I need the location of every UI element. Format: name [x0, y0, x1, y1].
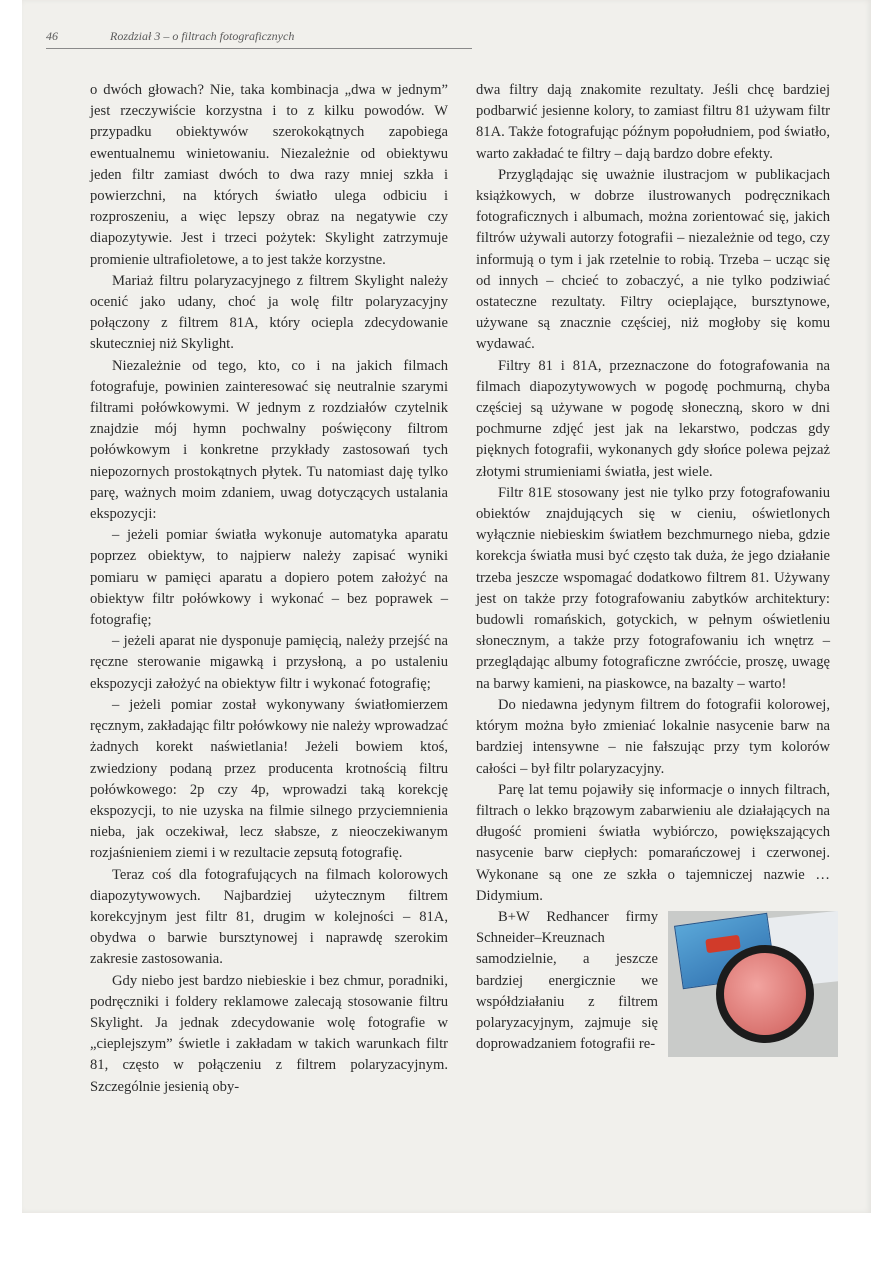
list-item: – jeżeli pomiar światła wykonuje automatyka aparatu poprzez obiektyw, to najpierw należy zapisać wyniki pomiaru w pamięci aparatu a dopiero potem założyć na obiektyw filtr połówkowy i wykonać – bez poprawek – fotografię;	[90, 527, 448, 629]
paragraph: o dwóch głowach? Nie, taka kombinacja „dwa w jednym” jest rzeczywiście korzystna i to z kilku powodów. W przypadku obiektywów szerokokątnych zapobiega ewentualnemu winietowaniu. Niezależnie od obiektywu jeden filtr zamiast dwóch to dwa razy mniej szkła i powierzchni, na których światło ulega odbiciu i rozproszeniu, a więc lepszy obraz na negatywie czy diapozytywie. Jest i trzeci pożytek: Skylight zatrzymuje promienie ultrafioletowe, a to jest także korzystne.	[90, 82, 448, 268]
paragraph: Gdy niebo jest bardzo niebieskie i bez chmur, poradniki, podręczniki i foldery reklamowe zalecają stosowanie filtru Skylight. Ja jednak zdecydowanie wolę fotografie w „cieplejszym” świetle i zakładam w takich warunkach filtr 81, często w połączeniu z filtrem polaryzacyjnym. Szczególnie jesienią oby-	[90, 972, 448, 1095]
paragraph: Mariaż filtru polaryzacyjnego z filtrem Skylight należy ocenić jako udany, choć ja wolę filtr polaryzacyjny połączony z filtrem 81A, który ociepla zdecydowanie skuteczniej niż Skylight.	[90, 272, 448, 353]
photo-wrap-block	[476, 907, 830, 1055]
paragraph: Przyglądając się uważnie ilustracjom w publikacjach książkowych, w dobrze ilustrowanych podręcznikach fotograficznych i albumach, można zorientować się, jakich filtrów używali autorzy fotografii – niezależnie od tego, czy informują o tym i jak rzetelnie to robią. Trzeba – ucząc się od innych – chcieć to zobaczyć, a nie tylko podziwiać ostateczne rezultaty. Filtry ocieplające, bursztynowe, używane są znacznie częściej, niż mogłoby się komu wydawać.	[476, 166, 830, 353]
page-number: 46	[46, 29, 58, 43]
polarizer-filter-photo	[668, 911, 838, 1057]
running-header	[46, 26, 472, 49]
paragraph: Parę lat temu pojawiły się informacje o innych filtrach, filtrach o lekko brązowym zabarwieniu ale działających na długość promieni światła wybiórczo, powiększających nasycenie barw ciepłych: pomarańczowej i czerwonej. Wykonane są one ze szkła o tajemniczej nazwie …Didymium.	[476, 781, 830, 904]
right-column	[476, 80, 830, 1057]
book-page	[22, 0, 871, 1213]
filter-glass	[724, 953, 806, 1035]
paragraph: Teraz coś dla fotografujących na filmach kolorowych diapozytywowych. Najbardziej użytecznym filtrem korekcyjnym jest filtr 81, drugim w kolejności – 81A, obydwa o barwie bursztynowej i naprawdę szerokim zakresie zastosowania.	[90, 866, 448, 968]
paragraph: Filtr 81E stosowany jest nie tylko przy fotografowaniu obiektów znajdujących się w cieniu, oświetlonych wyłącznie niebieskim światłem bezchmurnego nieba, gdzie korekcja światła musi być często tak duża, że jego działanie trzeba jeszcze wspomagać dodatkowo filtrem 81. Używany jest on także przy fotografowaniu zabytków architektury: budowli romańskich, gotyckich, w pełnym oświetleniu słonecznym, a także przy fotografowaniu ich wnętrz – przeglądając albumy fotograficzne zwróćcie, proszę, uwagę na barwy kamieni, na piaskowce, na bazalty – warto!	[476, 484, 830, 692]
chapter-title: Rozdział 3 – o filtrach fotograficznych	[110, 29, 295, 43]
list-item: – jeżeli pomiar został wykonywany światłomierzem ręcznym, zakładając filtr połówkowy nie należy wprowadzać żadnych korekt naświetlania! Jeżeli bowiem ktoś, zwiedziony podaną przez producenta krotnością filtru połówkowego: 2p czy 4p, wprowadzi taką korekcję ekspozycji, to nie uzyska na filmie silnego przyciemnienia nieba, jak oczekiwał, lecz słabsze, z nieoczekiwanym rozjaśnieniem ziemi i w rezultacie zepsutą fotografię.	[90, 696, 448, 862]
list-item: – jeżeli aparat nie dysponuje pamięcią, należy przejść na ręczne sterowanie migawką i przysłoną, a po ustaleniu ekspozycji założyć na obiektyw filtr i wykonać fotografię;	[90, 633, 448, 692]
paragraph: Filtry 81 i 81A, przeznaczone do fotografowania na filmach diapozytywowych w pogodę pochmurną, chyba częściej są używane w pogodę słoneczną, skoro w dni pochmurne zdjęć jest jak na lekarstwo, podczas gdy pięknych fotografii, wykonanych gdy słońce polewa pejzaż złotymi strumieniami światła, jest wiele.	[476, 357, 830, 480]
paragraph: dwa filtry dają znakomite rezultaty. Jeśli chcę bardziej podbarwić jesienne kolory, to zamiast filtru 81 używam filtr 81A. Także fotografując późnym popołudniem, pod światło, warto zakładać te filtry – dają bardzo dobre efekty.	[476, 82, 830, 162]
paragraph: Do niedawna jedynym filtrem do fotografii kolorowej, którym można było zmieniać lokalnie nasycenie barw na bardziej intensywne – nie fałszując przy tym kolorów całości – był filtr polaryzacyjny.	[476, 696, 830, 777]
paragraph: B+W Redhancer firmy Schneider–Kreuznach samodzielnie, a jeszcze bardziej energicznie we współdziałaniu z filtrem polaryzacyjnym, zajmuje się doprowadzaniem fotografii re-	[476, 908, 658, 1053]
left-column	[90, 80, 448, 1098]
paragraph: Niezależnie od tego, kto, co i na jakich filmach fotografuje, powinien zainteresować się neutralnie szarymi filtrami połówkowymi. W jednym z rozdziałów czytelnik znajdzie mój hymn pochwalny poświęcony filtrom połówkowym i konkretne przykłady zastosowań tych niepozornych prostokątnych płytek. Tu natomiast daję tylko parę, ważnych moim zdaniem, uwag dotyczących ustalania ekspozycji:	[90, 357, 448, 523]
